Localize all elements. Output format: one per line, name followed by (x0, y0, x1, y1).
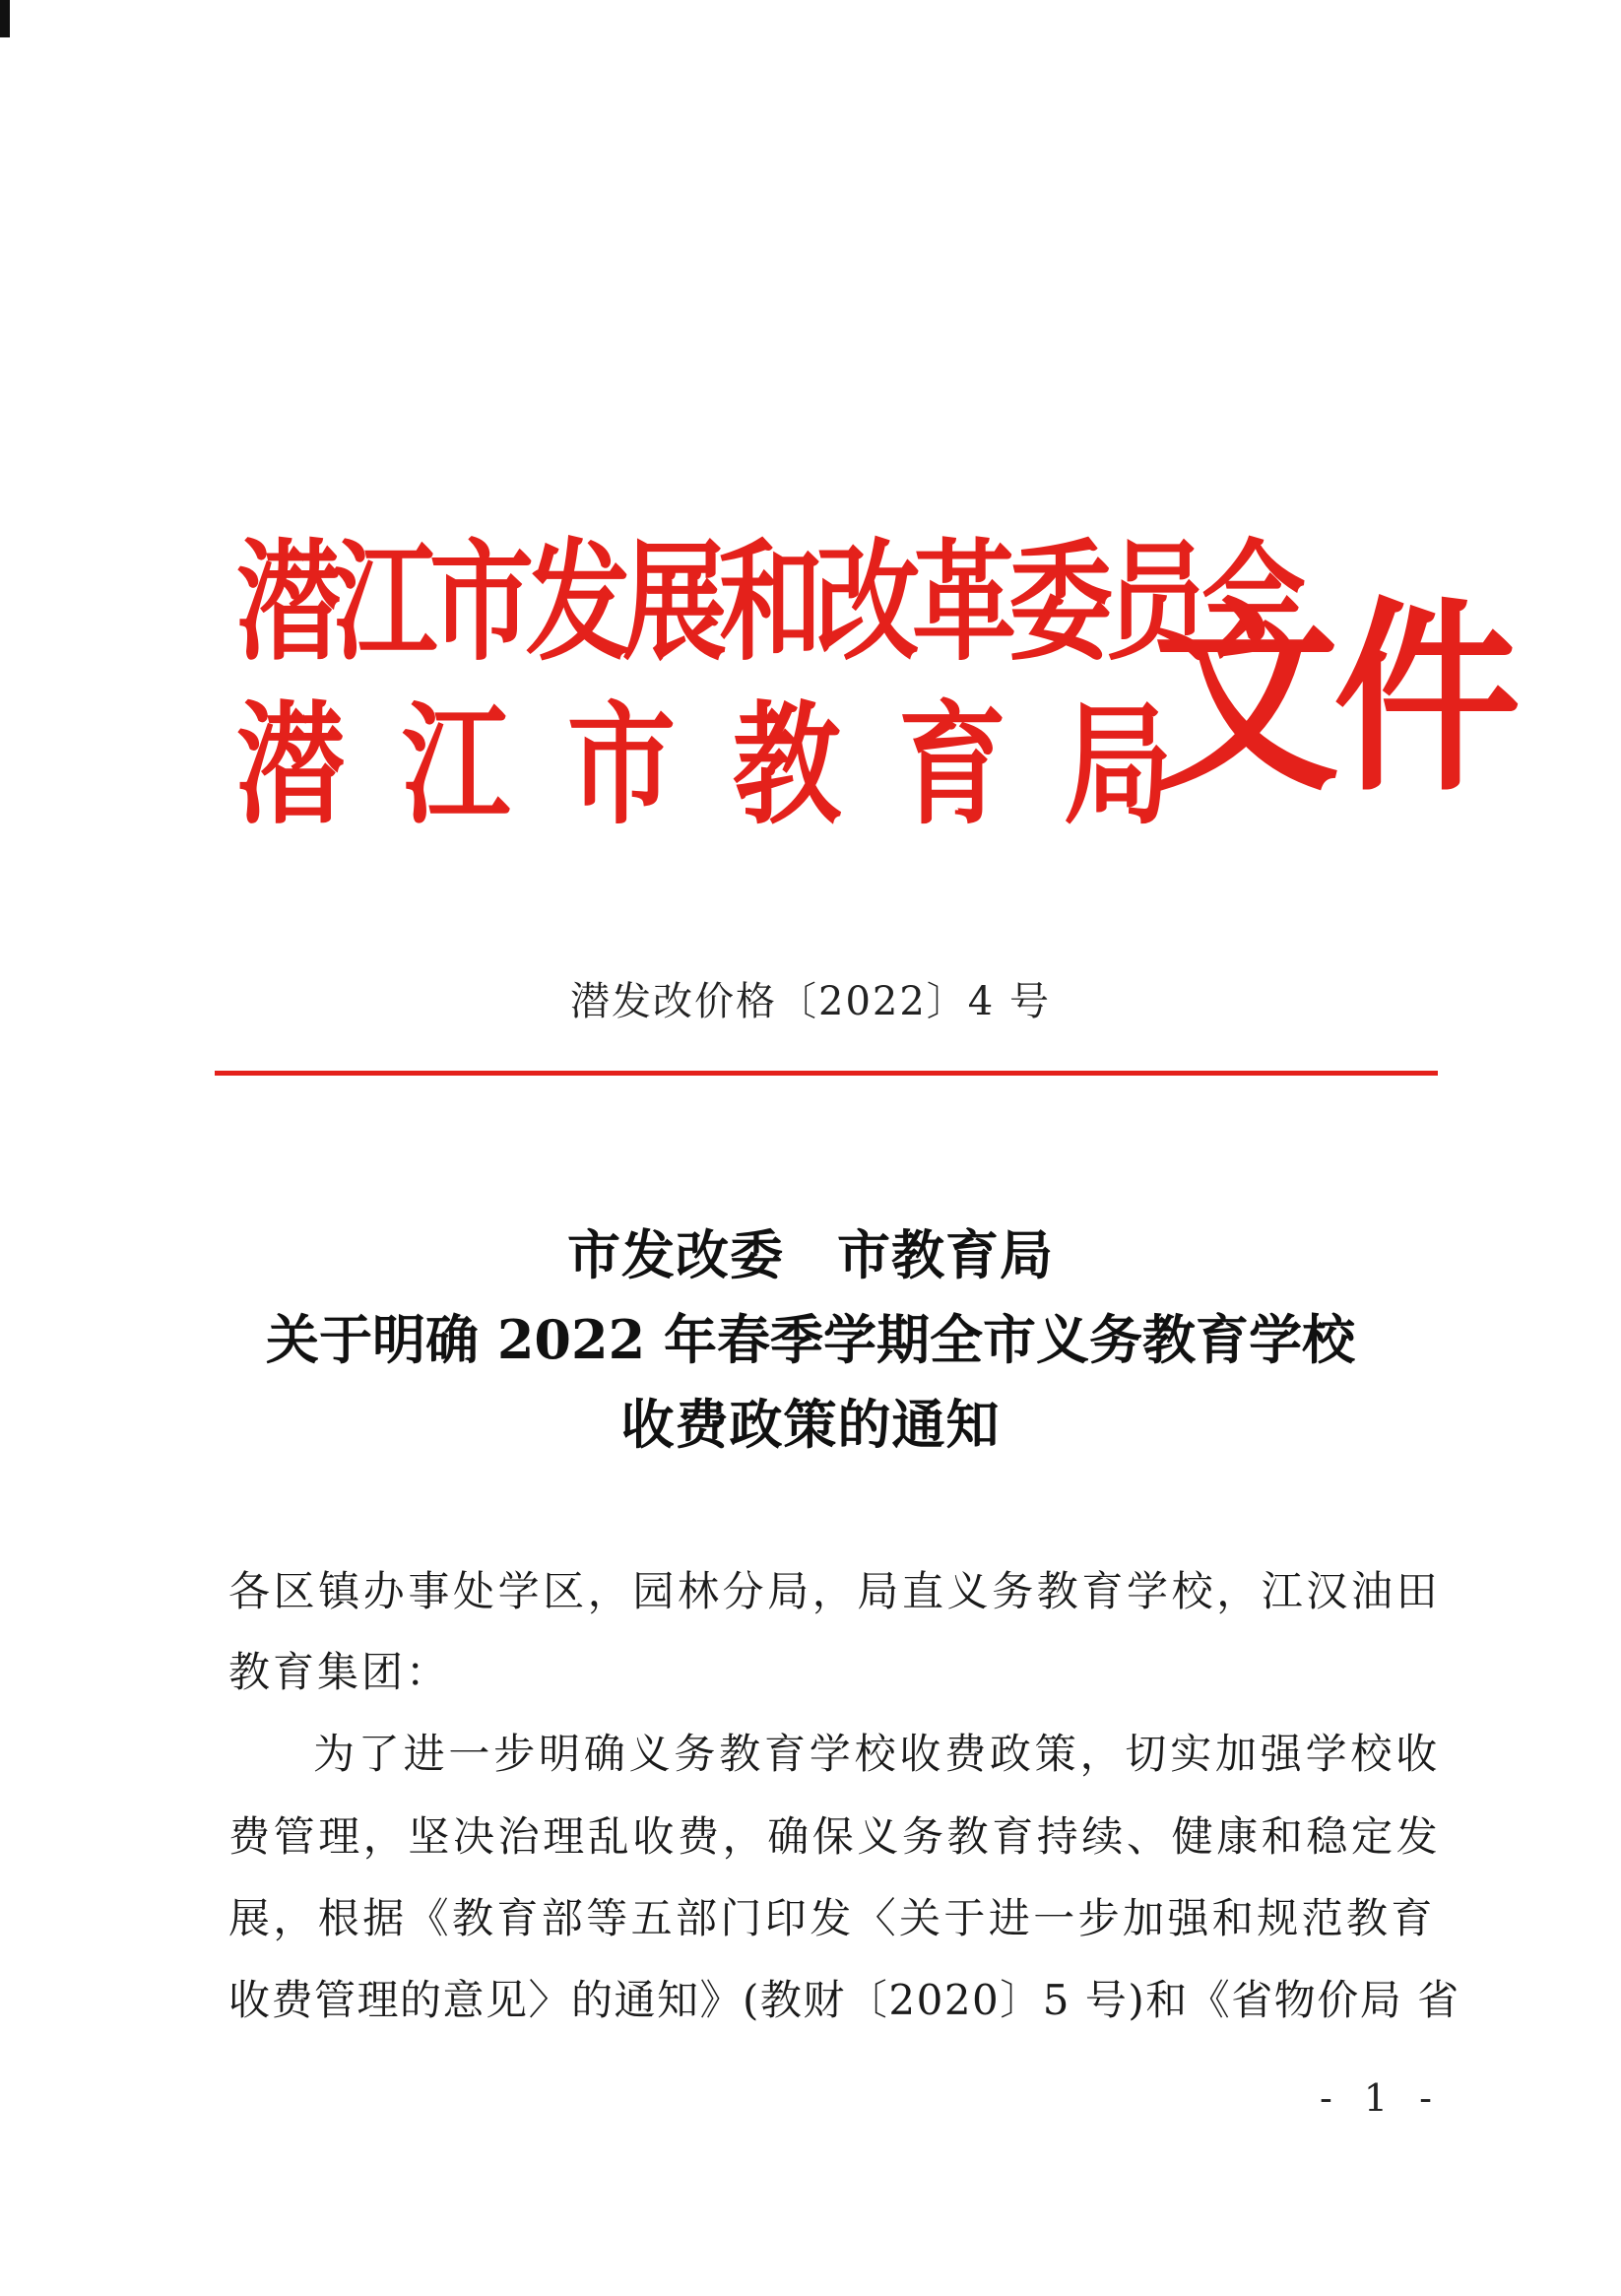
scan-edge-mark (0, 0, 10, 37)
notice-title-line-1 (0, 1214, 1621, 1289)
red-divider-line (215, 1071, 1438, 1076)
document-number: 潜发改价格〔2022〕4 号 (570, 979, 1051, 1024)
body-line: 为了进一步明确义务教育学校收费政策，切实加强学校收 (313, 1730, 1442, 1778)
header-issuer-2: 潜江市教育局 (236, 687, 1229, 843)
header-document-suffix: 文件 (1152, 577, 1516, 820)
document-header (236, 524, 1516, 862)
notice-issuer-1: 市发改委 (567, 1223, 784, 1286)
notice-title-line-2: 关于明确 2022 年春季学期全市义务教育学校 (266, 1308, 1355, 1371)
notice-title-line-3: 收费政策的通知 (620, 1393, 1001, 1456)
header-issuer-1: 潜江市发展和改革委员会 (236, 524, 1298, 679)
body-line: 展，根据《教育部等五部门印发〈关于进一步加强和规范教育 (228, 1894, 1436, 1942)
body-line: 教育集团： (228, 1648, 451, 1696)
body-line: 各区镇办事处学区，园林分局，局直义务教育学校，江汉油田 (228, 1567, 1442, 1615)
notice-issuer-2: 市教育局 (837, 1223, 1054, 1286)
page-number: - 1 - (1320, 2076, 1443, 2120)
body-line: 收费管理的意见〉的通知》(教财〔2020〕5 号)和《省物价局 省 (228, 1976, 1460, 2024)
body-line: 费管理，坚决治理乱收费，确保义务教育持续、健康和稳定发 (228, 1812, 1442, 1861)
